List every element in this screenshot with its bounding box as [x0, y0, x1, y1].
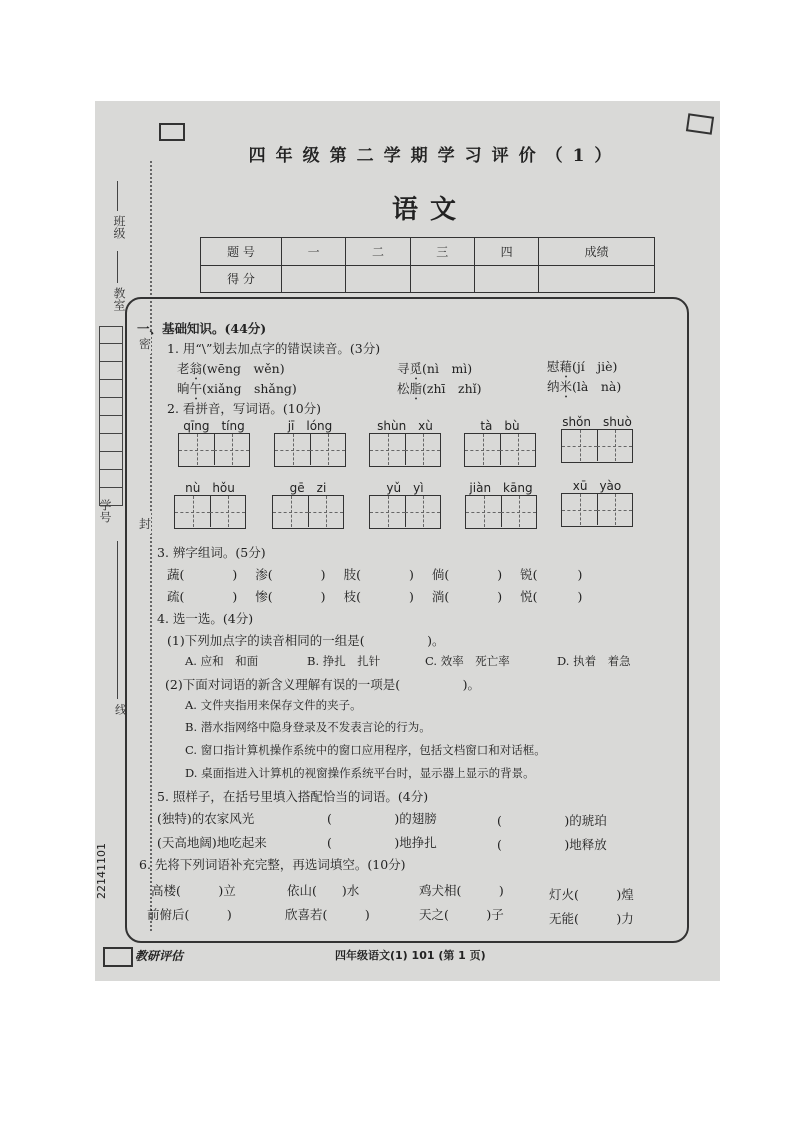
score-cell-header: 成绩 [539, 238, 655, 266]
score-table-header-row [201, 238, 655, 266]
q2-stem: 2. 看拼音，写词语。(10分) [167, 401, 322, 416]
q2-pinyin: xū yào [572, 479, 622, 493]
q2-writing-box[interactable] [561, 493, 633, 527]
q4-sub2-option[interactable]: A. 文件夹指用来保存文件的夹子。 [185, 698, 362, 712]
q1-char: 老 [177, 361, 190, 376]
q2-pinyin: shǒn shuò [562, 415, 632, 429]
student-name-grid[interactable] [99, 326, 123, 506]
binding-xian-char: 线 [115, 699, 127, 720]
q4-sub2-option[interactable]: B. 潜水指网络中隐身登录及不发表言论的行为。 [185, 720, 431, 734]
edge-code: 22141101 [95, 843, 108, 899]
q3-row: 蔬( ) 渗( ) 肢( ) 倘( ) 锐( ) [167, 567, 583, 582]
q6-item[interactable]: 灯火( )煌 [549, 887, 634, 902]
student-no-label: 学号 [98, 499, 112, 523]
q4-sub1-option[interactable]: D. 执着 着急 [557, 654, 631, 668]
q1-dotted-char: 藉 [559, 359, 573, 374]
q2-writing-box[interactable] [369, 433, 441, 467]
q4-sub2-option[interactable]: C. 窗口指计算机操作系统中的窗口应用程序，包括文档窗口和对话框。 [185, 743, 546, 757]
q1-readings[interactable]: (là nà) [572, 379, 622, 394]
q4-sub2-option[interactable]: D. 桌面指进入计算机的视窗操作系统平台时，显示器上显示的背景。 [185, 766, 535, 780]
score-cell-header: 三 [410, 238, 474, 266]
q2-writing-box[interactable] [464, 433, 536, 467]
exam-title: 四年级第二学期学习评价（1） [248, 146, 622, 166]
q1-char: 慰 [547, 359, 560, 374]
q3-word: 倘( [431, 567, 450, 582]
q6-item[interactable]: 无能( )力 [549, 911, 634, 926]
q1-dotted-char: 脂 [409, 381, 423, 396]
footer-brand: 教研评估 [135, 949, 184, 963]
score-row-label: 得 分 [201, 265, 282, 293]
score-cell-header: 二 [346, 238, 410, 266]
q2-writing-box[interactable] [274, 433, 346, 467]
q6-item[interactable]: 欣喜若( ) [285, 907, 370, 922]
q5-item: (独特)的农家风光 [157, 811, 255, 826]
q2-pinyin: jiàn kāng [469, 481, 533, 495]
classroom-write-line [117, 251, 118, 283]
q3-word: 悦( [520, 589, 538, 604]
q1-stem: 1. 用“\”划去加点字的错误读音。(3分) [167, 341, 381, 356]
q6-item[interactable]: 天之( )子 [419, 907, 504, 922]
corner-box-top-left [159, 123, 185, 141]
q5-item[interactable]: ( )地挣扎 [327, 835, 437, 850]
binding-feng-char: 封 [139, 513, 151, 534]
score-input-cell[interactable] [346, 265, 410, 293]
q2-writing-box[interactable] [561, 429, 633, 463]
classroom-label: 教室 [112, 287, 126, 311]
score-table [200, 237, 655, 293]
q1-readings[interactable]: (zhī zhǐ) [422, 381, 482, 396]
q3-word: 蔬( [167, 567, 185, 582]
q1-char: 寻 [397, 361, 410, 376]
q1-dotted-char: 翁 [189, 361, 203, 376]
q2-writing-box[interactable] [174, 495, 246, 529]
q3-word: 枝( [343, 589, 361, 604]
q3-word: 渗( [255, 567, 273, 582]
q4-sub1-option[interactable]: A. 应和 和面 [185, 654, 259, 668]
q3-row: 疏( ) 惨( ) 枝( ) 淌( ) 悦( ) [167, 589, 583, 604]
exam-sheet [95, 101, 720, 981]
q1-dotted-char: 午 [189, 381, 203, 396]
q2-writing-box[interactable] [369, 495, 441, 529]
section-one-heading: 一、基础知识。(44分) [137, 321, 267, 336]
q1-dotted-char: 觅 [409, 361, 423, 376]
q2-pinyin: tà bù [480, 419, 520, 433]
score-input-cell[interactable] [539, 265, 655, 293]
class-label: 班级 [112, 215, 126, 239]
q4-sub1-option[interactable]: B. 挣扎 扎针 [307, 654, 381, 668]
q1-readings[interactable]: (jí jiè) [572, 359, 618, 374]
q1-char: 晌 [177, 381, 190, 396]
q3-word: 惨( [255, 589, 273, 604]
q5-item[interactable]: ( )的翅膀 [327, 811, 437, 826]
q5-item[interactable]: ( )地释放 [497, 837, 607, 852]
q3-word: 锐( [520, 567, 538, 582]
q4-stem: 4. 选一选。(4分) [157, 611, 254, 626]
section-one-panel [125, 297, 689, 943]
q5-item: (天高地阔)地吃起来 [157, 835, 267, 850]
score-input-cell[interactable] [474, 265, 538, 293]
q6-item[interactable]: 依山( )水 [287, 883, 360, 898]
q1-dotted-char: 米 [559, 379, 573, 394]
q2-writing-box[interactable] [465, 495, 537, 529]
footer-page-number: 四年级语文(1) 101 (第 1 页) [335, 949, 486, 962]
q5-stem: 5. 照样子，在括号里填入搭配恰当的词语。(4分) [157, 789, 429, 804]
score-table-score-row [201, 265, 655, 293]
q4-sub1: (1)下列加点字的读音相同的一组是( )。 [167, 633, 445, 648]
q2-pinyin: nù hǒu [185, 481, 235, 495]
q4-sub1-option[interactable]: C. 效率 死亡率 [425, 654, 510, 668]
q1-readings[interactable]: (nì mì) [422, 361, 473, 376]
q1-char: 松 [397, 381, 410, 396]
score-cell-header: 题 号 [201, 238, 282, 266]
score-input-cell[interactable] [410, 265, 474, 293]
q2-pinyin: qīng tíng [183, 419, 245, 433]
q1-char: 纳 [547, 379, 560, 394]
q1-item [547, 377, 621, 401]
q2-pinyin: yǔ yì [386, 481, 424, 495]
q3-word: 淌( [431, 589, 450, 604]
q5-item[interactable]: ( )的琥珀 [497, 813, 607, 828]
q1-readings[interactable]: (xiǎng shǎng) [202, 381, 297, 396]
q2-writing-box[interactable] [178, 433, 250, 467]
subject-title: 语文 [391, 195, 468, 225]
score-input-cell[interactable] [282, 265, 346, 293]
q6-item[interactable]: 高楼( )立 [151, 883, 236, 898]
q2-writing-box[interactable] [272, 495, 344, 529]
q1-readings[interactable]: (wēng wěn) [202, 361, 285, 376]
q6-item[interactable]: 前俯后( ) [147, 907, 232, 922]
binding-mi-char: 密 [139, 333, 151, 354]
q4-sub2: (2)下面对词语的新含义理解有误的一项是( )。 [165, 677, 480, 692]
q6-item[interactable]: 鸡犬相( ) [419, 883, 504, 898]
score-cell-header: 四 [474, 238, 538, 266]
footer-box [103, 947, 133, 967]
q1-item [397, 379, 482, 403]
student-no-write-line [117, 541, 118, 701]
q2-pinyin: gē zi [289, 481, 327, 495]
q3-word: 疏( [167, 589, 185, 604]
q3-stem: 3. 辨字组词。(5分) [157, 545, 266, 560]
q3-word: 肢( [343, 567, 361, 582]
q2-pinyin: jī lóng [287, 419, 333, 433]
q2-pinyin: shùn xù [377, 419, 433, 433]
class-write-line [117, 181, 118, 211]
score-cell-header: 一 [282, 238, 346, 266]
q6-stem: 6. 先将下列词语补充完整，再选词填空。(10分) [139, 857, 406, 872]
corner-box-top-right [686, 113, 714, 134]
